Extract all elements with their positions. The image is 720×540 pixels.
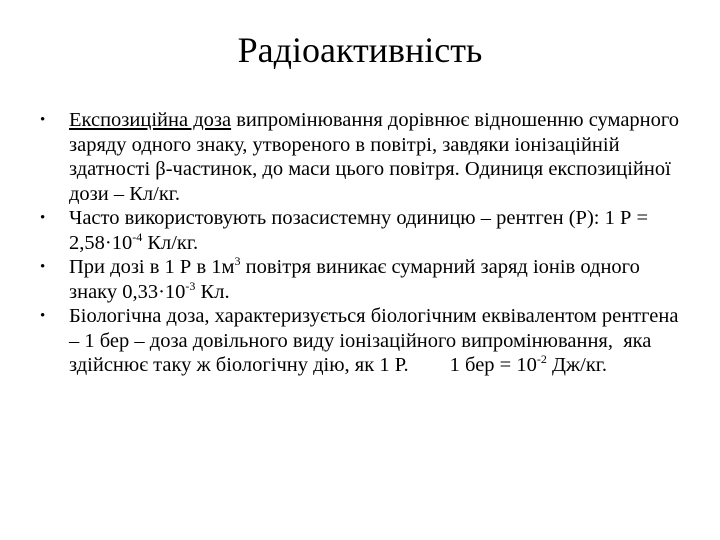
bullet-item-charge <box>40 255 690 304</box>
exponent: -4 <box>132 229 143 244</box>
bullet-text: При дозі в 1 Р в 1м <box>69 256 235 278</box>
exponent: -2 <box>536 352 547 366</box>
slide-title: Радіоактивність <box>237 30 483 70</box>
exponent: -3 <box>185 278 196 293</box>
bullet-text-tail: Кл. <box>195 280 230 303</box>
bullet-marker: • <box>40 259 46 275</box>
bullet-text: Біологічна доза, характеризується біологічним еквівалентом рентгена – 1 бер – доза довільного виду іонізаційного випромінювання, яка здійснює таку ж біологічну дію, як 1 Р. 1 бер = 10 <box>69 305 684 376</box>
exponent-cubic: 3 <box>234 254 241 268</box>
bullet-item-biological-dose <box>40 304 690 378</box>
bullet-text-tail: Дж/кг. <box>546 354 608 376</box>
bullet-item-roentgen <box>40 206 690 255</box>
bullet-marker: • <box>40 112 46 128</box>
bullet-text-middle: повітря виникає сумарний заряд іонів одного знаку 0,33·10 <box>69 256 640 303</box>
bullet-text: випромінювання дорівнює відношенню сумарного заряду одного знаку, утвореного в повітрі, завдяки іонізаційній здатності β-частинок, до маси цього повітря. Одиниця експозиційної дози – Кл/кг. <box>69 109 680 205</box>
bullet-text-tail: Кл/кг. <box>142 231 199 254</box>
term-exposure-dose: Експозиційна доза <box>69 109 232 131</box>
bullet-marker: • <box>40 210 46 226</box>
bullet-list <box>40 108 690 378</box>
bullet-text: Часто використовують позасистемну одиницю – рентген (Р): 1 Р = 2,58·10 <box>69 207 649 254</box>
bullet-item-exposure-dose <box>40 108 690 206</box>
bullet-marker: • <box>40 308 46 324</box>
